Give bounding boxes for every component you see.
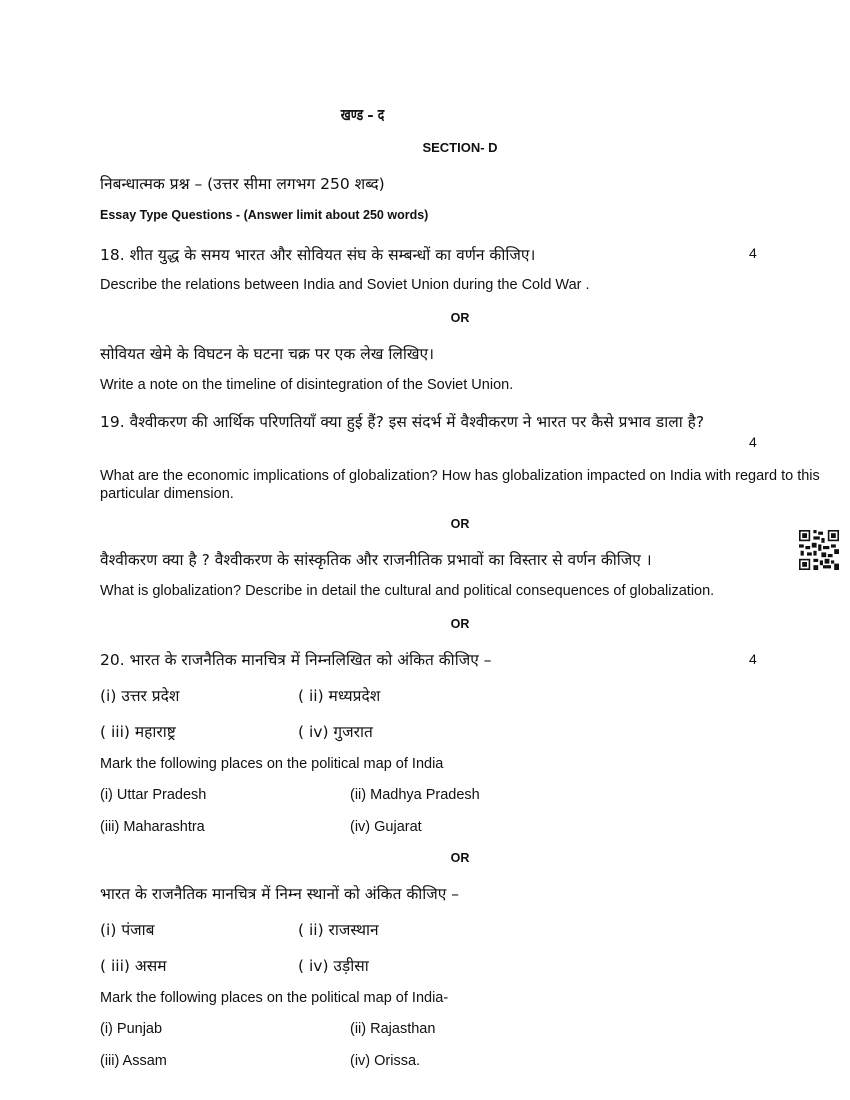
q18-english: Describe the relations between India and Soviet Union during the Cold War . — [100, 277, 590, 293]
section-title-hindi: खण्ड – द — [340, 106, 385, 124]
q19-hindi: 19. वैश्वीकरण की आर्थिक परिणतियाँ क्या हुई हैं? इस संदर्भ में वैश्वीकरण ने भारत पर कैसे प्रभाव डाला है? — [100, 413, 705, 431]
q18-alt-hindi: सोवियत खेमे के विघटन के घटना चक्र पर एक लेख लिखिए। — [100, 345, 434, 363]
section-title-english: SECTION- D — [422, 140, 498, 155]
q20-alt-option-english: (iii) Assam — [100, 1053, 167, 1069]
q20-marks: 4 — [749, 651, 757, 667]
q20-option-hindi: ( iv) गुजरात — [298, 723, 373, 741]
instruction-english: Essay Type Questions - (Answer limit about 250 words) — [100, 208, 429, 222]
qr-code-icon — [799, 530, 839, 570]
q20-alt-option-hindi: ( iv) उड़ीसा — [298, 957, 369, 975]
q19-alt-hindi: वैश्वीकरण क्या है ? वैश्वीकरण के सांस्कृतिक और राजनीतिक प्रभावों का विस्तार से वर्णन कीजिए । — [100, 551, 652, 569]
q20-option-english: (ii) Madhya Pradesh — [350, 787, 480, 803]
or-label: OR — [450, 851, 470, 865]
or-label: OR — [450, 617, 470, 631]
q20-alt-option-hindi: (i) पंजाब — [100, 921, 155, 939]
q18-alt-english: Write a note on the timeline of disintegration of the Soviet Union. — [100, 377, 514, 393]
instruction-hindi: निबन्धात्मक प्रश्न – (उत्तर सीमा लगभग 250 शब्द) — [100, 175, 385, 193]
q20-alt-option-hindi: ( iii) असम — [100, 957, 167, 975]
q20-option-english: (iv) Gujarat — [350, 819, 422, 835]
q20-option-hindi: (i) उत्तर प्रदेश — [100, 687, 180, 705]
or-label: OR — [450, 517, 470, 531]
q20-alt-option-english: (iv) Orissa. — [350, 1053, 421, 1069]
q18-hindi: 18. शीत युद्ध के समय भारत और सोवियत संघ के सम्बन्धों का वर्णन कीजिए। — [100, 246, 536, 264]
q19-marks: 4 — [749, 434, 757, 450]
q20-alt-hindi: भारत के राजनैतिक मानचित्र में निम्न स्थानों को अंकित कीजिए – — [100, 885, 460, 903]
q18-marks: 4 — [749, 245, 757, 261]
q20-option-english: (i) Uttar Pradesh — [100, 787, 207, 803]
q20-alt-option-english: (i) Punjab — [100, 1021, 163, 1037]
q20-option-hindi: ( ii) मध्यप्रदेश — [298, 687, 381, 705]
or-label: OR — [450, 311, 470, 325]
q19-alt-english: What is globalization? Describe in detail the cultural and political consequences of globalization. — [100, 583, 715, 599]
q20-option-hindi: ( iii) महाराष्ट्र — [100, 723, 176, 741]
q20-alt-option-hindi: ( ii) राजस्थान — [298, 921, 379, 939]
q19-english: What are the economic implications of globalization? How has globalization impacted on India with regard to this particular dimension. — [100, 468, 820, 502]
q20-alt-option-english: (ii) Rajasthan — [350, 1021, 436, 1037]
q20-option-english: (iii) Maharashtra — [100, 819, 205, 835]
q20-english: Mark the following places on the political map of India — [100, 756, 444, 772]
q20-hindi: 20. भारत के राजनैतिक मानचित्र में निम्नलिखित को अंकित कीजिए – — [100, 651, 492, 669]
q20-alt-english: Mark the following places on the political map of India- — [100, 990, 449, 1006]
